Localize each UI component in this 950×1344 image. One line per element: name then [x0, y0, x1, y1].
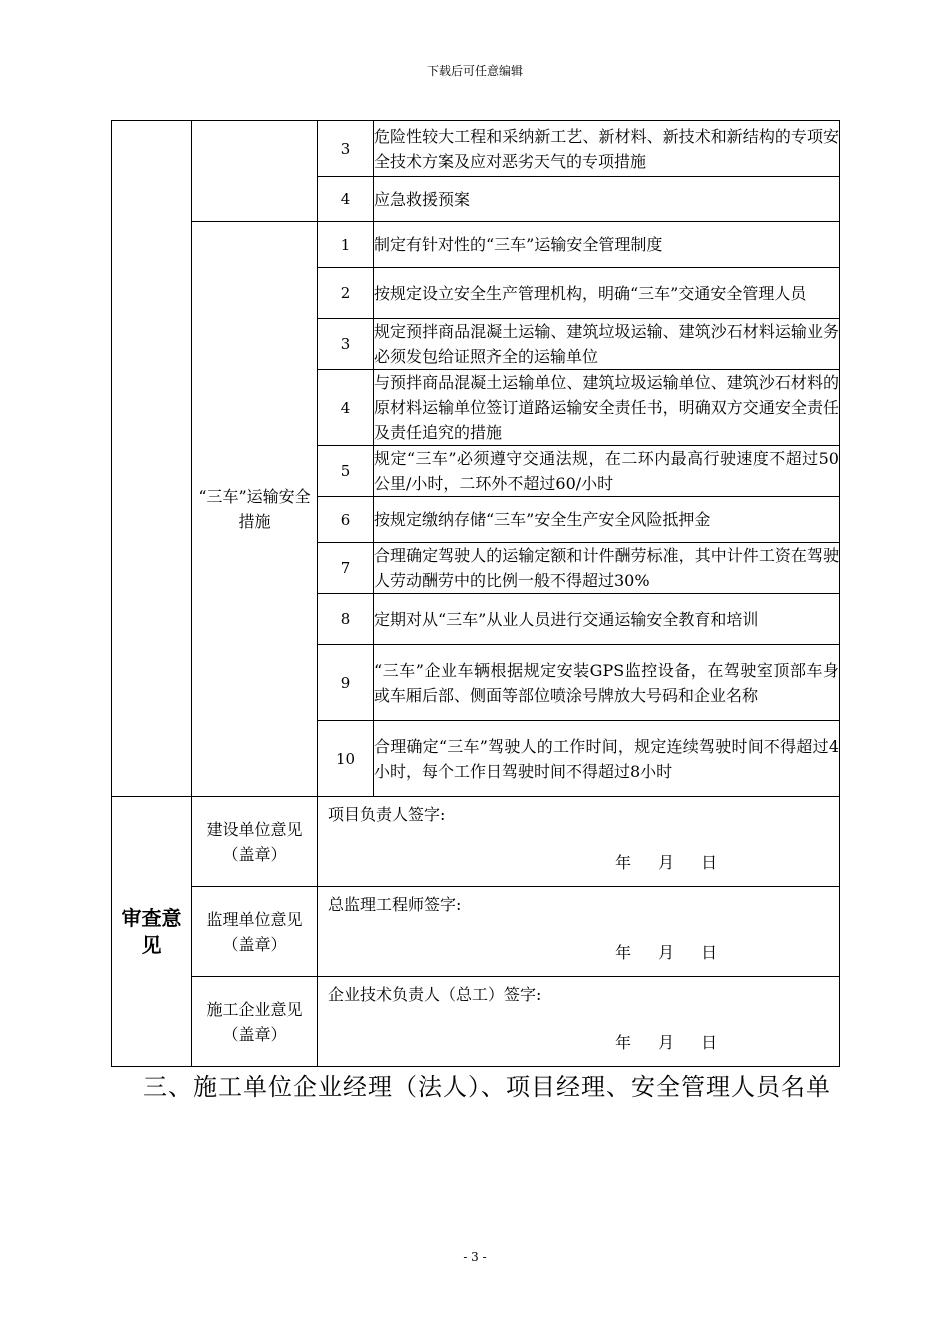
signature-label: 总监理工程师签字:	[328, 895, 462, 914]
item-number: 9	[318, 645, 374, 721]
signature-date: 年 月 日	[615, 1033, 718, 1052]
signature-cell	[318, 977, 840, 1067]
item-text: 按规定设立安全生产管理机构，明确“三车”交通安全管理人员	[374, 268, 840, 319]
review-label: 审查意见	[112, 797, 192, 1067]
signature-date: 年 月 日	[615, 853, 718, 872]
item-text: 规定预拌商品混凝土运输、建筑垃圾运输、建筑沙石材料运输业务必须发包给证照齐全的运输单位	[374, 319, 840, 370]
item-text: 制定有针对性的“三车”运输安全管理制度	[374, 222, 840, 268]
review-unit: 建设单位意见（盖章）	[192, 797, 318, 887]
signature-cell	[318, 797, 840, 887]
page-header: 下载后可任意编辑	[426, 64, 523, 78]
item-number: 10	[318, 721, 374, 797]
table-row	[112, 121, 840, 177]
item-number: 2	[318, 268, 374, 319]
item-text: 与预拌商品混凝土运输单位、建筑垃圾运输单位、建筑沙石材料的原材料运输单位签订道路运输安全责任书，明确双方交通安全责任及责任追究的措施	[374, 370, 840, 446]
signature-label: 企业技术负责人（总工）签字:	[328, 985, 542, 1004]
item-text: “三车”企业车辆根据规定安装GPS监控设备，在驾驶室顶部车身或车厢后部、侧面等部位喷涂号牌放大号码和企业名称	[374, 645, 840, 721]
review-row	[112, 797, 840, 887]
item-text: 定期对从“三车”从业人员进行交通运输安全教育和培训	[374, 594, 840, 645]
table-row	[112, 222, 840, 268]
blank-subcategory-cell	[192, 121, 318, 222]
section-title: 三、施工单位企业经理（法人）、项目经理、安全管理人员名单	[143, 1073, 831, 1101]
review-row	[112, 887, 840, 977]
item-number: 1	[318, 222, 374, 268]
review-unit: 施工企业意见（盖章）	[192, 977, 318, 1067]
page-number: - 3 -	[463, 1250, 487, 1264]
item-number: 8	[318, 594, 374, 645]
item-number: 3	[318, 121, 374, 177]
item-number: 4	[318, 177, 374, 222]
item-number: 4	[318, 370, 374, 446]
item-text: 合理确定“三车”驾驶人的工作时间，规定连续驾驶时间不得超过4小时，每个工作日驾驶时间不得超过8小时	[374, 721, 840, 797]
item-text: 按规定缴纳存储“三车”安全生产安全风险抵押金	[374, 497, 840, 543]
safety-measures-table	[111, 120, 840, 1067]
review-unit: 监理单位意见（盖章）	[192, 887, 318, 977]
three-vehicles-category: “三车”运输安全措施	[192, 222, 318, 797]
item-text: 规定“三车”必须遵守交通法规，在二环内最高行驶速度不超过50公里/小时，二环外不超过60/小时	[374, 446, 840, 497]
signature-label: 项目负责人签字:	[328, 805, 446, 824]
item-number: 7	[318, 543, 374, 594]
item-text: 合理确定驾驶人的运输定额和计件酬劳标准，其中计件工资在驾驶人劳动酬劳中的比例一般不得超过30%	[374, 543, 840, 594]
signature-date: 年 月 日	[615, 943, 718, 962]
item-text: 危险性较大工程和采纳新工艺、新材料、新技术和新结构的专项安全技术方案及应对恶劣天气的专项措施	[374, 121, 840, 177]
item-text: 应急救援预案	[374, 177, 840, 222]
signature-cell	[318, 887, 840, 977]
review-row	[112, 977, 840, 1067]
item-number: 5	[318, 446, 374, 497]
item-number: 3	[318, 319, 374, 370]
blank-category-cell	[112, 121, 192, 797]
item-number: 6	[318, 497, 374, 543]
